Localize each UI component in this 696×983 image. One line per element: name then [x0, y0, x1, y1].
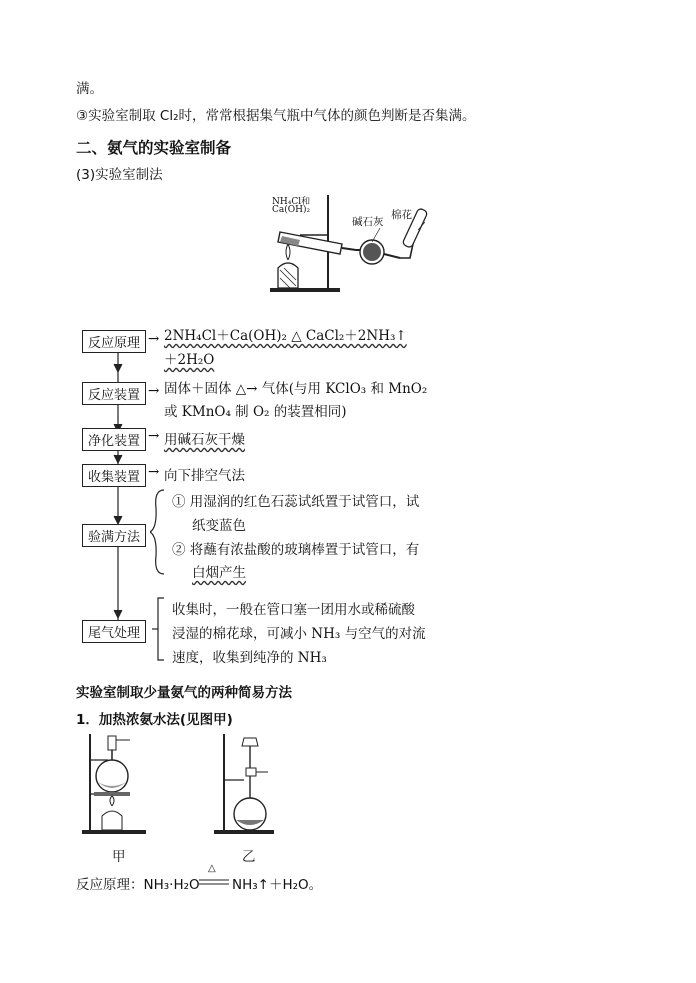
flow-arrow-2: →	[148, 383, 160, 399]
flow-box-verify: 验满方法	[82, 524, 146, 547]
flow-tail-text-3: 速度，收集到纯净的 NH₃	[172, 650, 327, 666]
reaction-heat-symbol: △	[208, 863, 216, 874]
flow-verify-text-1: ① 用湿润的红色石蕊试纸置于试管口，试	[172, 494, 420, 510]
intro-line-1: 满。	[76, 81, 103, 97]
flow-box-tail: 尾气处理	[82, 620, 146, 643]
method-1-heading: 1．加热浓氨水法(见图甲)	[76, 712, 233, 728]
flow-tail-text-1: 收集时，一般在管口塞一团用水或稀硫酸	[172, 602, 415, 618]
flow-box-device: 反应装置	[82, 382, 146, 405]
flow-box-collect: 收集装置	[82, 464, 146, 487]
label-cotton: 棉花	[391, 209, 412, 221]
section-title: 二、氨气的实验室制备	[76, 139, 232, 157]
flow-principle-text: 2NH₄Cl＋Ca(OH)₂ △ CaCl₂＋2NH₃↑	[164, 328, 407, 344]
section-subtitle: (3)实验室制法	[76, 167, 163, 183]
reaction-suffix: NH₃↑＋H₂O。	[232, 877, 323, 893]
reaction-equals-sign	[198, 878, 230, 886]
label-reagent-2: Ca(OH)₂	[272, 205, 311, 215]
flow-collect-text: 向下排空气法	[164, 468, 245, 484]
flow-arrow-3: →	[148, 428, 160, 444]
reaction-prefix: 反应原理：NH₃·H₂O	[76, 877, 200, 893]
label-soda-lime: 碱石灰	[352, 216, 384, 228]
figure-a-caption: 甲	[112, 849, 126, 865]
flow-arrow-1: →	[148, 331, 160, 347]
flow-purify-text: 用碱石灰干燥	[164, 432, 245, 448]
flow-tail-text-2: 浸湿的棉花球，可减小 NH₃ 与空气的对流	[172, 626, 426, 642]
flow-verify-text-3: ② 将蘸有浓盐酸的玻璃棒置于试管口，有	[172, 542, 420, 558]
flow-principle-text-2: ＋2H₂O	[164, 352, 215, 368]
flow-bracket-tail	[152, 596, 166, 662]
flow-box-principle: 反应原理	[82, 330, 146, 353]
flow-box-purify: 净化装置	[82, 428, 146, 451]
flow-arrow-4: →	[148, 464, 160, 480]
figure-b-apparatus	[210, 732, 286, 840]
flow-brace-verify	[150, 488, 166, 576]
intro-line-2: ③实验室制取 Cl₂时，常常根据集气瓶中气体的颜色判断是否集满。	[76, 108, 476, 124]
flow-device-text: 固体＋固体 △→ 气体(与用 KClO₃ 和 MnO₂	[164, 381, 428, 397]
flow-device-text-2: 或 KMnO₄ 制 O₂ 的装置相同)	[164, 404, 347, 420]
figure-a-apparatus	[78, 730, 158, 842]
simple-methods-heading: 实验室制取少量氨气的两种简易方法	[76, 685, 292, 701]
flow-verify-text-4: 白烟产生	[192, 565, 246, 581]
figure-b-caption: 乙	[242, 849, 256, 865]
label-reagent: NH₄Cl和	[272, 197, 311, 207]
flow-verify-text-2: 纸变蓝色	[192, 518, 246, 534]
